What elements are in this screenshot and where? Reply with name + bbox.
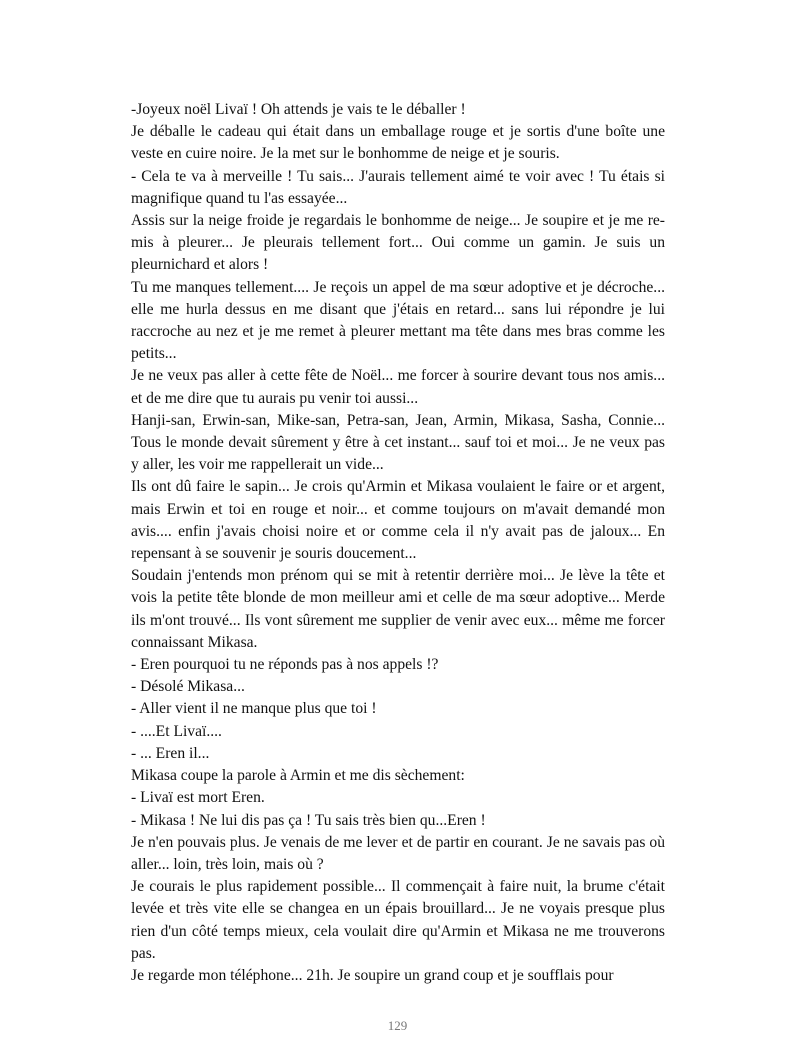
page-body <box>131 99 665 987</box>
dialogue-line: - Aller vient il ne manque plus que toi ! <box>131 700 377 718</box>
paragraph: Je déballe le cadeau qui était dans un emballage rouge et je sortis d'une boîte une veste en cuire noire. Je la met sur le bonhomme de neige et je souris. <box>131 123 665 163</box>
dialogue-line: - ... Eren il... <box>131 744 210 762</box>
page-number: 129 <box>387 1018 408 1033</box>
paragraph: Ils ont dû faire le sapin... Je crois qu'Armin et Mikasa voulaient le faire or et argent, mais Erwin et toi en rouge et noir... et comme toujours on m'avait demandé mon avis.... enfin j'avais choisi noire et or comme cela il n'y avait pas de jaloux... En repensant à se souvenir je souris doucement... <box>131 478 665 563</box>
paragraph: Je n'en pouvais plus. Je venais de me lever et de partir en courant. Je ne savais pas où aller... loin, très loin, mais où ? <box>131 833 665 873</box>
paragraph: Soudain j'entends mon prénom qui se mit à retentir derrière moi... Je lève la tête et vois la petite tête blonde de mon meilleur ami et celle de ma sœur adoptive... Merde ils m'ont trouvé... Ils vont sûrement me supplier de venir avec eux... même me forcer connaissant Mikasa. <box>131 567 665 651</box>
paragraph: Assis sur la neige froide je regardais le bonhomme de neige... Je soupire et je me re-mis à pleurer... Je pleurais tellement fort... Oui comme un gamin. Je suis un pleurnichard et alors ! <box>131 212 665 274</box>
dialogue-line: - Livaï est mort Eren. <box>131 789 265 807</box>
paragraph: Tu me manques tellement.... Je reçois un appel de ma sœur adoptive et je décroche... elle me hurla dessus en me disant que j'étais en retard... sans lui répondre je lui raccroche au nez et je me remet à pleurer mettant ma tête dans mes bras comme les petits... <box>131 278 665 363</box>
paragraph: Je courais le plus rapidement possible... Il commençait à faire nuit, la brume c'était levée et très vite elle se changea en un épais brouillard... Je ne voyais presque plus rien d'un côté temps mieux, cela voulait dire qu'Armin et Mikasa ne me trouverons pas. <box>131 878 665 962</box>
paragraph: Je regarde mon téléphone... 21h. Je soupire un grand coup et je soufflais pour <box>131 966 614 984</box>
dialogue-line: - Mikasa ! Ne lui dis pas ça ! Tu sais très bien qu...Eren ! <box>131 811 486 829</box>
paragraph: Je ne veux pas aller à cette fête de Noël... me forcer à sourire devant tous nos amis... et de me dire que tu aurais pu venir toi aussi... <box>131 367 665 407</box>
dialogue-line: - Eren pourquoi tu ne réponds pas à nos appels !? <box>131 656 439 674</box>
dialogue-line: - Désolé Mikasa... <box>131 678 245 696</box>
paragraph: Mikasa coupe la parole à Armin et me dis sèchement: <box>131 767 465 785</box>
paragraph: - Cela te va à merveille ! Tu sais... J'aurais tellement aimé te voir avec ! Tu étais si magnifique quand tu l'as essayée... <box>131 167 665 207</box>
dialogue-line: - ....Et Livaï.... <box>131 722 222 740</box>
paragraph: -Joyeux noël Livaï ! Oh attends je vais te le déballer ! <box>131 101 466 118</box>
paragraph: Hanji-san, Erwin-san, Mike-san, Petra-san, Jean, Armin, Mikasa, Sasha, Connie... Tous le monde devait sûrement y être à cet instant... sauf toi et moi... Je ne veux pas y aller, les voir me rappellerait un vide... <box>131 411 665 474</box>
